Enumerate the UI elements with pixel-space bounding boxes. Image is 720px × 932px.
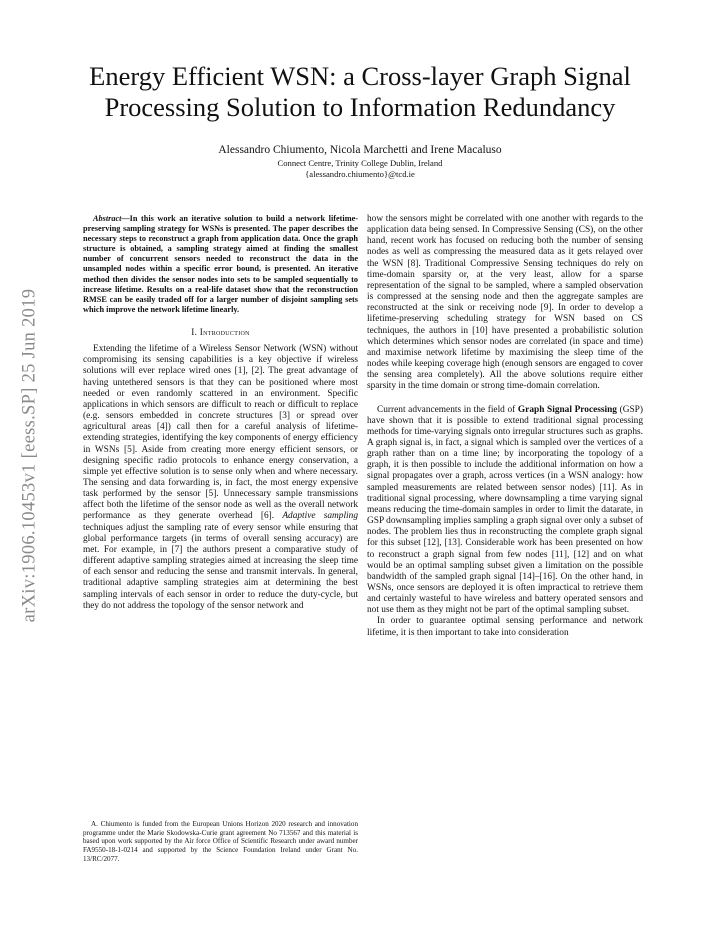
authors: Alessandro Chiumento, Nicola Marchetti and Irene Macaluso bbox=[218, 144, 502, 156]
left-column bbox=[83, 214, 358, 612]
intro-text-b: techniques adjust the sampling rate of every sensor while ensuring that global performance targets (in terms of overall sensing accuracy) are met. For example, in [7] the authors present a comparative study of different adaptive sampling strategies aimed at increasing the sleep time of each sensor and reducing the sense and transmit intervals. In general, traditional adaptive sampling strategies aim at determining the best sampling intervals of each sensor in order to reduce the duty-cycle, but they do not address the topology of the sensor network and bbox=[83, 522, 358, 611]
title-line-2: Processing Solution to Information Redundancy bbox=[104, 92, 616, 122]
arxiv-stamp-text: arXiv:1906.10453v1 [eess.SP] 25 Jun 2019 bbox=[19, 288, 40, 622]
footnote: A. Chiumento is funded from the European Unions Horizon 2020 research and innovation programme under the Marie Skodowska-Curie grant agreement No 713567 and this material is based upon work supported by the Air force Office of Scientific Research under award number FA9550-18-1-0214 and supported by the Science Foundation Ireland under Grant No. 13/RC/2077. bbox=[83, 820, 358, 863]
right-column bbox=[367, 214, 643, 639]
abstract bbox=[83, 214, 358, 315]
arxiv-stamp bbox=[10, 255, 50, 655]
right-paragraph-3: In order to guarantee optimal sensing performance and network lifetime, it is then important to take into consideration bbox=[367, 616, 643, 638]
email: {alessandro.chiumento}@tcd.ie bbox=[305, 169, 415, 179]
right-text-a: Current advancements in the field of bbox=[377, 404, 518, 415]
section-heading: I. Introduction bbox=[191, 326, 250, 337]
title-line-1: Energy Efficient WSN: a Cross-layer Graph Signal bbox=[89, 61, 631, 91]
paper-title bbox=[40, 61, 680, 123]
right-paragraph-2 bbox=[367, 405, 643, 617]
affiliation: Connect Centre, Trinity College Dublin, Ireland bbox=[277, 158, 443, 168]
intro-text-a: Extending the lifetime of a Wireless Sensor Network (WSN) without compromising its sensing capabilities is a key objective if wireless solutions will ever replace wired ones [1], [2]. The great advantage of having untethered sensors is that they can be positioned where most needed or even randomly scattered in an environment. Specific applications in which sensors are difficult to reach or difficult to replace (e.g. sensors embedded in concrete structures [3] or spread over agricultural areas [4]) call then for a careful analysis of lifetime-extending strategies, identifying the key components of energy efficiency in WSNs [5]. Aside from creating more energy efficient sensors, or designing specific radio protocols to enhance energy conservation, a simple yet effective solution is to sense only when and where necessary. The sensing and data forwarding is, in fact, the most energy expensive task performed by the sensor [5]. Unnecessary sample transmissions affect both the lifetime of the sensor node as well as the overall network performance as they generate overhead [6]. bbox=[83, 344, 358, 522]
gsp-term: Graph Signal Processing bbox=[517, 404, 617, 415]
right-paragraph-1: how the sensors might be correlated with one another with regards to the application data being sensed. In Compressive Sensing (CS), on the other hand, recent work has focused on reducing both the number of sensing nodes as well as compressing the measured data as it gets relayed over the WSN [8]. Traditional Compressive Sensing techniques do rely on time-domain sparsity or, at the very least, allow for a sparse representation of the signal to be sampled, where a sampled observation is compressed at the sensing node and then the aggregate samples are reconstructed at the sink or receiving node [9]. In order to develop a lifetime-preserving scheduling strategy for WSN based on CS techniques, the authors in [10] have presented a probabilistic solution which determines which sensor nodes are correlated (in space and time) and maximise network lifetime by maximising the sleep time of the nodes while keeping coverage high (enough sensors are engaged to cover the sensing area completely). All the above solutions require either sparsity in the time domain or strong time-domain correlation. bbox=[367, 214, 643, 392]
affiliation-block bbox=[40, 158, 680, 180]
intro-emphasis: Adaptive sampling bbox=[282, 511, 358, 522]
abstract-text: —In this work an iterative solution to build a network lifetime-preserving sampling strategy for WSNs is presented. The paper describes the necessary steps to reconstruct a graph from application data. Once the graph structure is obtained, a sampling strategy aimed at finding the smallest number of concurrent sensors needed to reconstruct the data in the unsampled nodes within a specific error bound, is presented. An iterative method then divides the sensor nodes into sets to be sampled sequentially to increase lifetime. Results on a real-life dataset show that the reconstruction RMSE can be easily traded off for a larger number of disjoint sampling sets which improve the network lifetime linearly. bbox=[83, 214, 358, 314]
abstract-label: Abstract bbox=[93, 214, 122, 223]
right-text-b: (GSP) have shown that it is possible to extend traditional signal processing methods for time-varying signals onto irregular structures such as graphs. A graph signal is, in fact, a signal which is sampled over the vertices of a graph rather than on a time line; by incorporating the topology of a graph, it is then possible to include the additional information on how a signal propagates over a graph, across vertices (in a WSN analogy: how sampled measurements are related between sensor nodes) [11]. As in traditional signal processing, where downsampling a time varying signal means reducing the time-domain samples in order to limit the datarate, in GSP downsampling implies sampling a graph signal over only a subset of nodes. The problem lies thus in reconstructing the complete graph signal for this subset [12], [13]. Considerable work has been presented on how to reconstruct a graph signal from few nodes [11], [12] and on what would be an optimal sampling subset given a limitation on the possible bandwidth of the sampled graph signal [14]–[16]. On the other hand, in WSNs, once sensors are deployed it is often impractical to retrieve them and certainly wasteful to have wireless and battery operated sensors and not use them as they might not be part of the optimal sampling subset. bbox=[367, 404, 643, 616]
intro-paragraph-1 bbox=[83, 344, 358, 612]
